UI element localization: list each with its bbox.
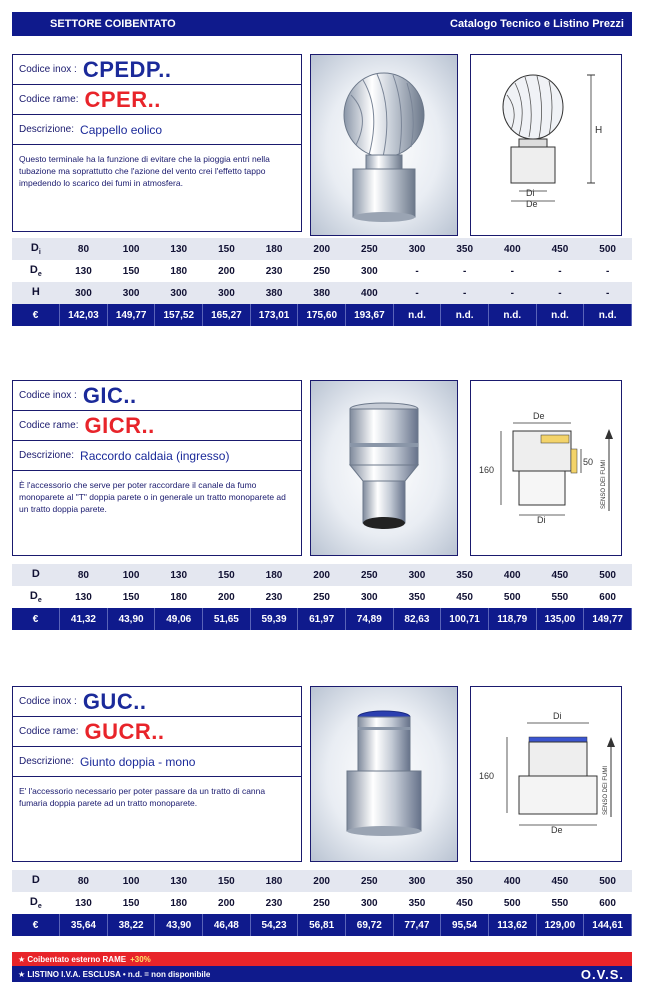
product-info xyxy=(12,686,302,862)
price-row: € 41,32 43,90 49,06 51,65 59,39 61,97 74,89 82,63 100,71 118,79 135,00 149,77 xyxy=(12,608,632,630)
technical-drawing xyxy=(470,54,622,236)
table-row: H 300 300 300 300 380 380 400 - - - - - xyxy=(12,282,632,304)
product-photo xyxy=(310,686,458,862)
description: Raccordo caldaia (ingresso) xyxy=(80,448,230,463)
description: Cappello eolico xyxy=(80,122,163,137)
copper-note-value: +30% xyxy=(130,954,151,964)
dim-de: De xyxy=(533,411,545,421)
product-guc xyxy=(12,686,632,946)
dimension-table xyxy=(12,564,632,630)
code-inox: CPEDP.. xyxy=(82,56,172,82)
catalog-title: Catalogo Tecnico e Listino Prezzi xyxy=(450,18,624,30)
code-inox: GUC.. xyxy=(82,688,147,714)
section-title: SETTORE COIBENTATO xyxy=(50,18,176,30)
dim-h2: 50 xyxy=(583,457,594,467)
copper-note xyxy=(12,952,632,966)
label-desc: Descrizione: xyxy=(19,450,75,461)
vat-note: ★ LISTINO I.V.A. ESCLUSA • n.d. = non disponibile xyxy=(18,969,211,979)
code-rame: GUCR.. xyxy=(84,718,165,744)
flow-label: SENSO DEI FUMI xyxy=(601,459,607,509)
table-row: D 80 100 130 150 180 200 250 300 350 400 450 500 xyxy=(12,564,632,586)
description-text: E' l'accessorio necessario per poter passare da un tratto di canna fumaria doppia parete ad un tratto monoparete. xyxy=(19,786,266,808)
dimension-table xyxy=(12,870,632,936)
table-row: $D_e$ 130 150 180 200 230 250 300 350 450 500 550 600 xyxy=(29,895,616,911)
label-rame: Codice rame: xyxy=(19,94,79,105)
label-inox: Codice inox : xyxy=(19,696,77,707)
label-rame: Codice rame: xyxy=(19,420,79,431)
dim-h: 160 xyxy=(479,771,495,781)
table-row: $D_e$ 130 150 180 200 230 250 300 - - - - - xyxy=(29,263,610,279)
dim-h: H xyxy=(595,125,603,136)
brand-logo: O.V.S. xyxy=(580,966,624,982)
dimension-table xyxy=(12,238,632,326)
price-row: € 35,64 38,22 43,90 46,48 54,23 56,81 69,72 77,47 95,54 113,62 129,00 144,61 xyxy=(12,914,632,936)
dim-di: Di xyxy=(526,188,535,198)
page-header xyxy=(12,12,632,36)
description-text: Questo terminale ha la funzione di evitare che la pioggia entri nella tubazione ma soprattutto che l'azione del vento crei l'effetto tappo impedendo lo scarico dei fumi in atmosfera. xyxy=(19,154,270,188)
product-gic xyxy=(12,380,632,640)
dim-de: De xyxy=(551,825,563,835)
price-row: € 142,03 149,77 157,52 165,27 173,01 175,60 193,67 n.d. n.d. n.d. n.d. n.d. xyxy=(12,304,632,326)
table-row: $D_i$ 80 100 130 150 180 200 250 300 350 400 450 500 xyxy=(12,238,632,260)
code-inox: GIC.. xyxy=(82,382,137,408)
code-rame: GICR.. xyxy=(84,412,155,438)
dim-di: Di xyxy=(537,515,546,525)
product-photo xyxy=(310,54,458,236)
product-info xyxy=(12,54,302,232)
table-row: D 80 100 130 150 180 200 250 300 350 400 450 500 xyxy=(12,870,632,892)
description-text: È l'accessorio che serve per poter raccordare il canale da fumo monoparete al "T" doppia parete o in generale un tratto monoparete ad un tratto doppia parete. xyxy=(19,480,286,514)
technical-drawing xyxy=(470,380,622,556)
label-desc: Descrizione: xyxy=(19,124,75,135)
label-desc: Descrizione: xyxy=(19,756,75,767)
label-rame: Codice rame: xyxy=(19,726,79,737)
copper-note-text: ★ Coibentato esterno RAME xyxy=(18,954,127,964)
label-inox: Codice inox : xyxy=(19,390,77,401)
product-info xyxy=(12,380,302,556)
product-photo xyxy=(310,380,458,556)
label-inox: Codice inox : xyxy=(19,64,77,75)
product-cpedp xyxy=(12,54,632,334)
code-rame: CPER.. xyxy=(84,86,161,112)
flow-label: SENSO DEI FUMI xyxy=(603,765,609,815)
page-footer xyxy=(12,966,632,982)
dim-h: 160 xyxy=(479,465,495,475)
dim-de: De xyxy=(526,199,538,209)
table-row: $D_e$ 130 150 180 200 230 250 300 350 450 500 550 600 xyxy=(29,589,616,605)
description: Giunto doppia - mono xyxy=(80,754,196,769)
technical-drawing xyxy=(470,686,622,862)
dim-di: Di xyxy=(553,711,562,721)
